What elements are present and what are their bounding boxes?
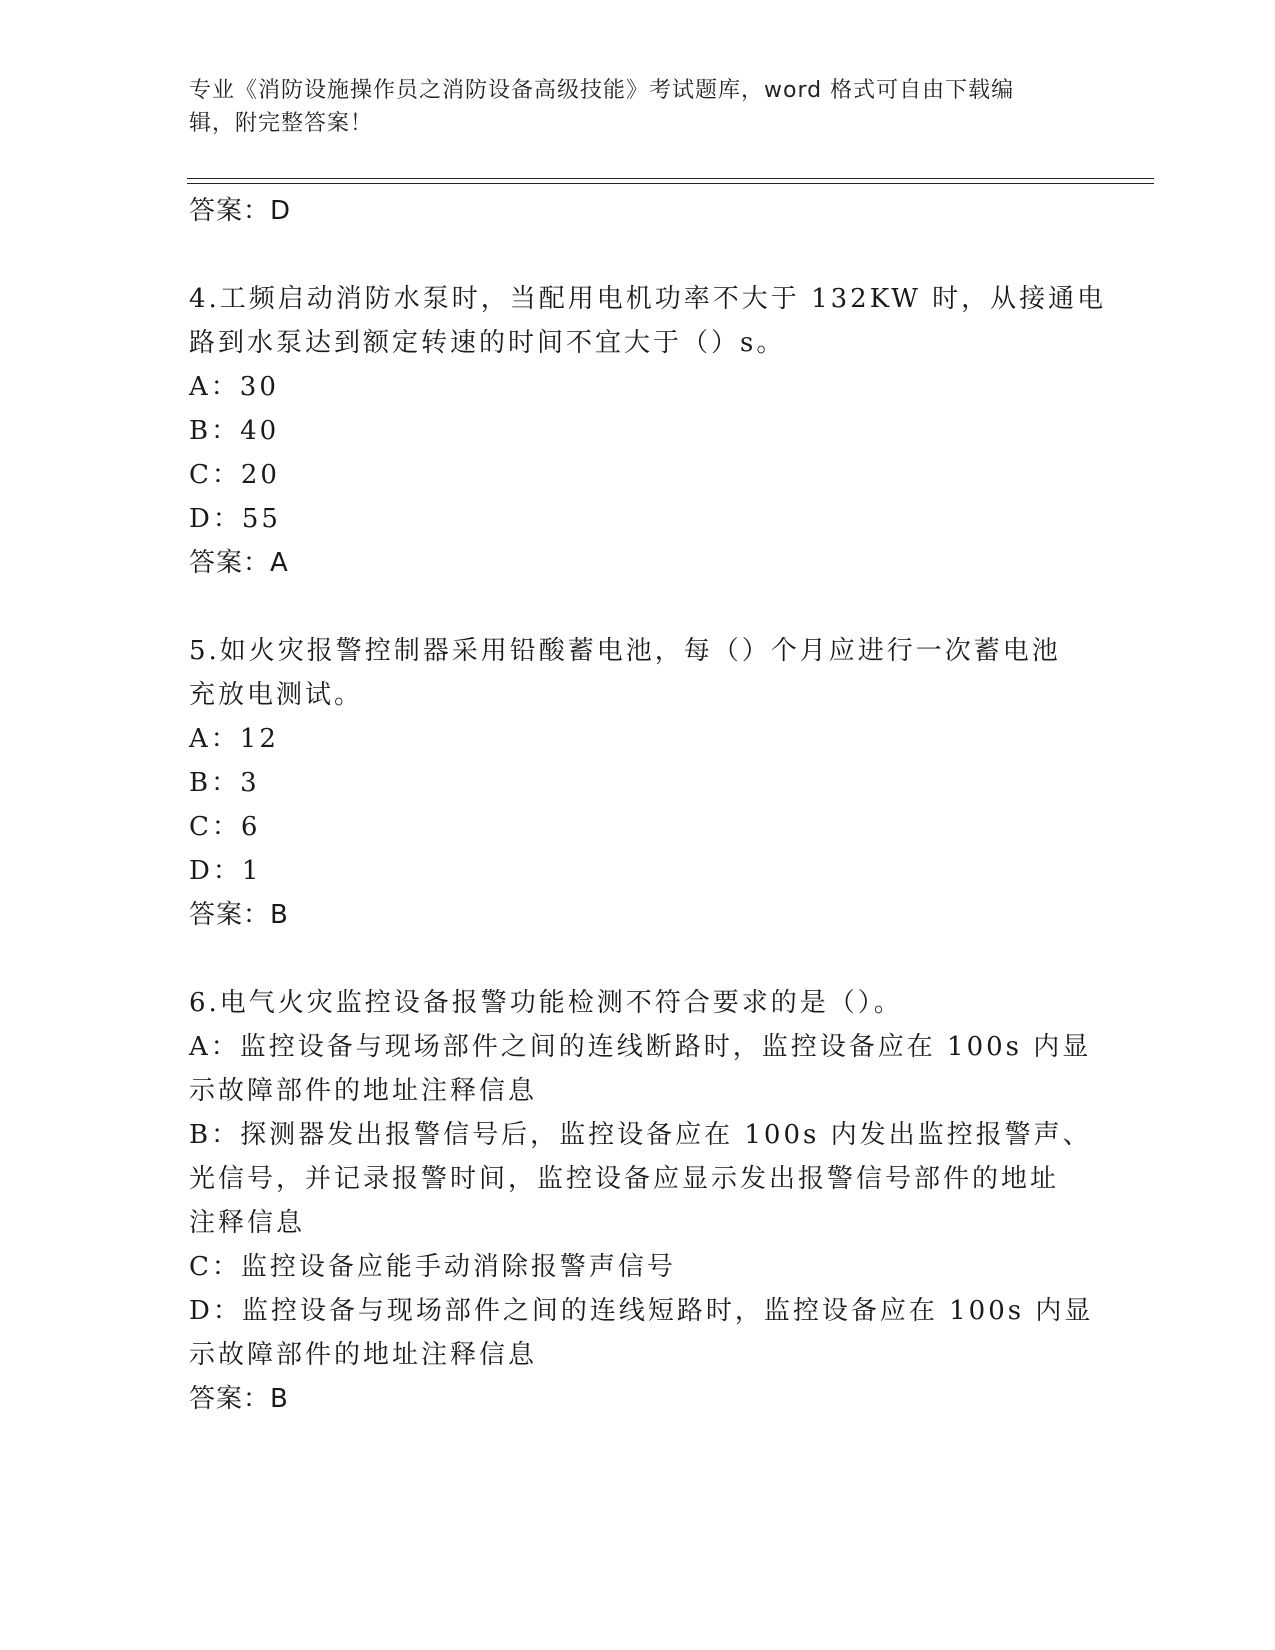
question-5-option-c: C：6 bbox=[189, 812, 261, 842]
page-header bbox=[189, 74, 1069, 140]
question-4-option-c: C：20 bbox=[189, 460, 280, 490]
question-4-option-b: B：40 bbox=[189, 416, 280, 446]
question-5-stem-line-2: 充放电测试。 bbox=[189, 680, 364, 710]
question-6-option-a-line-1: A：监控设备与现场部件之间的连线断路时，监控设备应在 100s 内显 bbox=[189, 1032, 1092, 1062]
question-5-option-b: B：3 bbox=[189, 768, 260, 798]
question-6-stem-line-1: 6.电气火灾监控设备报警功能检测不符合要求的是（）。 bbox=[189, 988, 903, 1018]
question-4-option-d: D：55 bbox=[189, 504, 281, 534]
question-5-answer: 答案：B bbox=[189, 900, 289, 930]
question-5-stem-line-1: 5.如火灾报警控制器采用铅酸蓄电池，每（）个月应进行一次蓄电池 bbox=[189, 636, 1061, 666]
previous-answer: 答案：D bbox=[189, 196, 292, 226]
question-6-option-d-line-2: 示故障部件的地址注释信息 bbox=[189, 1340, 538, 1370]
question-5-option-a: A：12 bbox=[189, 724, 279, 754]
question-6-answer: 答案：B bbox=[189, 1384, 289, 1414]
question-4-answer: 答案：A bbox=[189, 548, 289, 578]
question-6-option-b-line-1: B：探测器发出报警信号后，监控设备应在 100s 内发出监控报警声、 bbox=[189, 1120, 1092, 1150]
question-6-option-b-line-2: 光信号，并记录报警时间，监控设备应显示发出报警信号部件的地址 bbox=[189, 1164, 1060, 1194]
question-6-option-b-line-3: 注释信息 bbox=[189, 1208, 306, 1238]
header-line-1: 专业《消防设施操作员之消防设备高级技能》考试题库，word 格式可自由下载编 bbox=[189, 78, 1015, 103]
question-6-option-a-line-2: 示故障部件的地址注释信息 bbox=[189, 1076, 538, 1106]
question-4-option-a: A：30 bbox=[189, 372, 279, 402]
header-line-2: 辑，附完整答案！ bbox=[189, 111, 374, 136]
question-6-option-c: C：监控设备应能手动消除报警声信号 bbox=[189, 1252, 676, 1282]
question-4-stem-line-2: 路到水泵达到额定转速的时间不宜大于（）s。 bbox=[189, 328, 786, 358]
question-5-option-d: D：1 bbox=[189, 856, 262, 886]
question-4-stem-line-1: 4.工频启动消防水泵时，当配用电机功率不大于 132KW 时，从接通电 bbox=[189, 284, 1107, 314]
header-rule-top bbox=[187, 178, 1154, 179]
question-6-option-d-line-1: D：监控设备与现场部件之间的连线短路时，监控设备应在 100s 内显 bbox=[189, 1296, 1094, 1326]
header-rule-bottom bbox=[187, 183, 1154, 184]
